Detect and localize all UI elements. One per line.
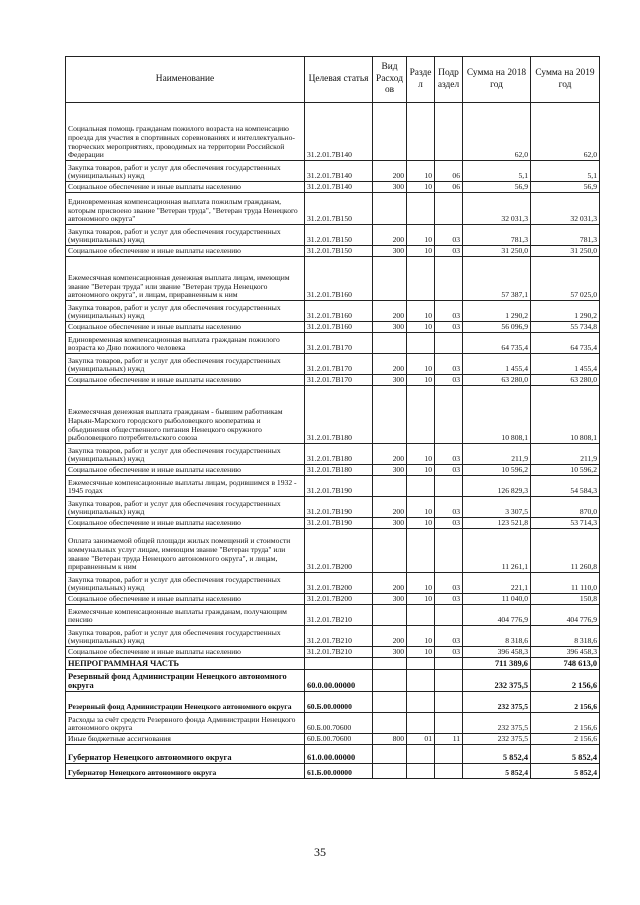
row-sum-2019: 748 613,0 xyxy=(531,658,600,670)
row-name: Закупка товаров, работ и услуг для обеспечения государственных (муниципальных) нужд xyxy=(66,497,305,518)
row-expense-type: 800 xyxy=(373,734,407,745)
row-sum-2018: 711 389,6 xyxy=(463,658,531,670)
row-subsection xyxy=(435,658,463,670)
row-name: Социальное обеспечение и иные выплаты населению xyxy=(66,594,305,605)
row-subsection: 03 xyxy=(435,322,463,333)
row-name: Закупка товаров, работ и услуг для обеспечения государственных (муниципальных) нужд xyxy=(66,354,305,375)
header-sum-2019: Сумма на 2019 год xyxy=(531,57,600,103)
row-name: Иные бюджетные ассигнования xyxy=(66,734,305,745)
row-expense-type: 200 xyxy=(373,573,407,594)
row-sum-2019: 8 318,6 xyxy=(531,626,600,647)
row-section: 10 xyxy=(407,354,435,375)
table-row xyxy=(66,658,600,670)
row-name: Единовременная компенсационная выплата гражданам пожилого возраста ко Дню пожилого человека xyxy=(66,333,305,354)
row-subsection xyxy=(435,333,463,354)
table-row xyxy=(66,518,600,529)
row-expense-type xyxy=(373,257,407,301)
table-header-row xyxy=(66,57,600,103)
row-expense-type xyxy=(373,692,407,713)
row-sum-2019: 404 776,9 xyxy=(531,605,600,626)
row-name: Оплата занимаемой общей площади жилых помещений и стоимости коммунальных услуг лицам, имеющим звание "Ветеран труда" или звание "Ветеран труда Ненецкого автономного округа", и лицам, приравненным к ним xyxy=(66,529,305,573)
row-sum-2019: 150,8 xyxy=(531,594,600,605)
row-sum-2018: 404 776,9 xyxy=(463,605,531,626)
row-sum-2019: 211,9 xyxy=(531,444,600,465)
row-subsection xyxy=(435,529,463,573)
row-subsection xyxy=(435,745,463,764)
row-sum-2018: 126 829,3 xyxy=(463,476,531,497)
row-sum-2018: 232 375,5 xyxy=(463,713,531,734)
row-section xyxy=(407,193,435,225)
row-sum-2018: 31 250,0 xyxy=(463,246,531,257)
row-target-article: 31.2.01.7В140 xyxy=(305,182,373,193)
row-target-article: 31.2.01.7В190 xyxy=(305,518,373,529)
row-section: 10 xyxy=(407,375,435,386)
row-sum-2018: 1 455,4 xyxy=(463,354,531,375)
row-sum-2019: 1 290,2 xyxy=(531,301,600,322)
row-section xyxy=(407,692,435,713)
row-name: Ежемесячная компенсационная денежная выплата лицам, имеющим звание "Ветеран труда" или звание "Ветеран труда Ненецкого автономного округа", и лицам, приравненным к ним xyxy=(66,257,305,301)
row-sum-2019: 56,9 xyxy=(531,182,600,193)
row-name: Резервный фонд Администрации Ненецкого автономного округа xyxy=(66,670,305,692)
row-sum-2018: 57 387,1 xyxy=(463,257,531,301)
row-subsection: 03 xyxy=(435,573,463,594)
row-sum-2018: 781,3 xyxy=(463,225,531,246)
row-sum-2018: 232 375,5 xyxy=(463,692,531,713)
row-name: Губернатор Ненецкого автономного округа xyxy=(66,764,305,779)
row-subsection: 03 xyxy=(435,647,463,658)
row-target-article: 31.2.01.7В200 xyxy=(305,594,373,605)
row-section xyxy=(407,670,435,692)
table-body xyxy=(66,103,600,779)
row-section xyxy=(407,658,435,670)
budget-table xyxy=(65,56,600,779)
row-target-article: 31.2.01.7В150 xyxy=(305,246,373,257)
row-sum-2019: 5,1 xyxy=(531,161,600,182)
row-target-article: 31.2.01.7В200 xyxy=(305,573,373,594)
row-sum-2019: 11 260,8 xyxy=(531,529,600,573)
row-expense-type: 200 xyxy=(373,444,407,465)
row-name: Ежемесячная денежная выплата гражданам - бывшим работникам Нарьян-Марского городского рыболовецкого кооператива и объединения общественного питания Ненецкого окружного рыболовецкого потребительского союза xyxy=(66,386,305,444)
row-name: Закупка товаров, работ и услуг для обеспечения государственных (муниципальных) нужд xyxy=(66,301,305,322)
row-name: Социальное обеспечение и иные выплаты населению xyxy=(66,182,305,193)
row-section: 01 xyxy=(407,734,435,745)
row-target-article: 31.2.01.7В170 xyxy=(305,333,373,354)
row-sum-2018: 221,1 xyxy=(463,573,531,594)
row-name: Социальное обеспечение и иные выплаты населению xyxy=(66,246,305,257)
row-subsection xyxy=(435,103,463,161)
row-sum-2018: 10 808,1 xyxy=(463,386,531,444)
row-subsection: 03 xyxy=(435,301,463,322)
row-subsection xyxy=(435,386,463,444)
row-sum-2019: 10 596,2 xyxy=(531,465,600,476)
row-target-article: 31.2.01.7В190 xyxy=(305,497,373,518)
row-expense-type xyxy=(373,476,407,497)
row-sum-2018: 10 596,2 xyxy=(463,465,531,476)
row-subsection: 03 xyxy=(435,594,463,605)
row-sum-2019: 11 110,0 xyxy=(531,573,600,594)
row-section: 10 xyxy=(407,594,435,605)
row-sum-2019: 54 584,3 xyxy=(531,476,600,497)
row-expense-type: 300 xyxy=(373,182,407,193)
row-subsection: 06 xyxy=(435,161,463,182)
row-section xyxy=(407,386,435,444)
row-subsection xyxy=(435,692,463,713)
row-name: Социальное обеспечение и иные выплаты населению xyxy=(66,518,305,529)
row-section: 10 xyxy=(407,322,435,333)
row-name: Резервный фонд Администрации Ненецкого автономного округа xyxy=(66,692,305,713)
table-row xyxy=(66,301,600,322)
table-row xyxy=(66,103,600,161)
row-name: Социальное обеспечение и иные выплаты населению xyxy=(66,465,305,476)
row-name: Закупка товаров, работ и услуг для обеспечения государственных (муниципальных) нужд xyxy=(66,573,305,594)
table-row xyxy=(66,354,600,375)
row-sum-2018: 1 290,2 xyxy=(463,301,531,322)
row-name: Закупка товаров, работ и услуг для обеспечения государственных (муниципальных) нужд xyxy=(66,626,305,647)
row-section: 10 xyxy=(407,647,435,658)
table-row xyxy=(66,670,600,692)
row-subsection: 06 xyxy=(435,182,463,193)
row-expense-type: 200 xyxy=(373,497,407,518)
row-target-article: 31.2.01.7В140 xyxy=(305,161,373,182)
row-subsection: 11 xyxy=(435,734,463,745)
table-row xyxy=(66,465,600,476)
row-sum-2018: 5 852,4 xyxy=(463,764,531,779)
row-target-article: 31.2.01.7В180 xyxy=(305,444,373,465)
table-row xyxy=(66,386,600,444)
table-row xyxy=(66,257,600,301)
table-row xyxy=(66,605,600,626)
row-subsection xyxy=(435,257,463,301)
row-name: Ежемесячные компенсационные выплаты лицам, родившимся в 1932 - 1945 годах xyxy=(66,476,305,497)
row-sum-2019: 32 031,3 xyxy=(531,193,600,225)
table-row xyxy=(66,246,600,257)
row-sum-2018: 56 096,9 xyxy=(463,322,531,333)
row-sum-2018: 11 040,0 xyxy=(463,594,531,605)
row-name: Губернатор Ненецкого автономного округа xyxy=(66,745,305,764)
row-expense-type xyxy=(373,333,407,354)
row-target-article: 31.2.01.7В200 xyxy=(305,529,373,573)
row-expense-type xyxy=(373,670,407,692)
row-expense-type xyxy=(373,658,407,670)
row-target-article: 31.2.01.7В180 xyxy=(305,465,373,476)
row-target-article: 31.2.01.7В150 xyxy=(305,193,373,225)
row-sum-2019: 10 808,1 xyxy=(531,386,600,444)
row-section: 10 xyxy=(407,301,435,322)
header-expense-type: Вид Расход ов xyxy=(373,57,407,103)
row-expense-type xyxy=(373,764,407,779)
row-target-article: 31.2.01.7В170 xyxy=(305,375,373,386)
row-target-article: 31.2.01.7В160 xyxy=(305,301,373,322)
row-sum-2018: 232 375,5 xyxy=(463,734,531,745)
row-subsection: 03 xyxy=(435,354,463,375)
row-expense-type xyxy=(373,103,407,161)
row-sum-2019: 57 025,0 xyxy=(531,257,600,301)
row-section: 10 xyxy=(407,225,435,246)
row-sum-2018: 11 261,1 xyxy=(463,529,531,573)
row-expense-type xyxy=(373,713,407,734)
row-sum-2019: 396 458,3 xyxy=(531,647,600,658)
row-name: Закупка товаров, работ и услуг для обеспечения государственных (муниципальных) нужд xyxy=(66,161,305,182)
table-row xyxy=(66,182,600,193)
row-sum-2018: 396 458,3 xyxy=(463,647,531,658)
table-row xyxy=(66,745,600,764)
row-sum-2018: 62,0 xyxy=(463,103,531,161)
row-subsection: 03 xyxy=(435,626,463,647)
row-expense-type: 300 xyxy=(373,322,407,333)
table-row xyxy=(66,529,600,573)
row-target-article: 31.2.01.7В210 xyxy=(305,647,373,658)
row-expense-type: 200 xyxy=(373,626,407,647)
row-name: Социальная помощь гражданам пожилого возраста на компенсацию проезда для участия в спортивных соревнованиях и интеллектуально-творческих мероприятиях, проводимых на территории Российской Федерации xyxy=(66,103,305,161)
row-sum-2018: 123 521,8 xyxy=(463,518,531,529)
row-target-article: 31.2.01.7В210 xyxy=(305,626,373,647)
table-row xyxy=(66,333,600,354)
row-section: 10 xyxy=(407,518,435,529)
row-sum-2019: 870,0 xyxy=(531,497,600,518)
row-subsection: 03 xyxy=(435,225,463,246)
header-sum-2018: Сумма на 2018 год xyxy=(463,57,531,103)
row-target-article: 60.Б.00.00000 xyxy=(305,692,373,713)
row-expense-type: 200 xyxy=(373,161,407,182)
row-section xyxy=(407,257,435,301)
row-sum-2019: 2 156,6 xyxy=(531,713,600,734)
row-sum-2019: 55 734,8 xyxy=(531,322,600,333)
row-expense-type: 200 xyxy=(373,225,407,246)
row-section xyxy=(407,103,435,161)
row-name: Социальное обеспечение и иные выплаты населению xyxy=(66,647,305,658)
row-name: Социальное обеспечение и иные выплаты населению xyxy=(66,322,305,333)
row-name: Закупка товаров, работ и услуг для обеспечения государственных (муниципальных) нужд xyxy=(66,225,305,246)
table-row xyxy=(66,161,600,182)
row-target-article: 31.2.01.7В190 xyxy=(305,476,373,497)
table-row xyxy=(66,713,600,734)
row-section xyxy=(407,333,435,354)
row-sum-2019: 2 156,6 xyxy=(531,734,600,745)
table-row xyxy=(66,594,600,605)
row-subsection xyxy=(435,476,463,497)
row-sum-2018: 64 735,4 xyxy=(463,333,531,354)
row-target-article: 60.0.00.00000 xyxy=(305,670,373,692)
table-row xyxy=(66,692,600,713)
row-sum-2019: 1 455,4 xyxy=(531,354,600,375)
row-target-article: 60.Б.00.70600 xyxy=(305,713,373,734)
row-expense-type xyxy=(373,193,407,225)
row-subsection: 03 xyxy=(435,246,463,257)
row-section xyxy=(407,605,435,626)
table-row xyxy=(66,764,600,779)
row-expense-type: 200 xyxy=(373,354,407,375)
table-row xyxy=(66,734,600,745)
row-subsection xyxy=(435,713,463,734)
row-target-article: 31.2.01.7В140 xyxy=(305,103,373,161)
row-target-article: 31.2.01.7В180 xyxy=(305,386,373,444)
row-section xyxy=(407,745,435,764)
row-subsection: 03 xyxy=(435,518,463,529)
page-number: 35 xyxy=(314,845,326,859)
row-expense-type: 300 xyxy=(373,594,407,605)
row-section xyxy=(407,764,435,779)
row-subsection: 03 xyxy=(435,375,463,386)
row-sum-2019: 781,3 xyxy=(531,225,600,246)
row-section xyxy=(407,529,435,573)
row-sum-2018: 5 852,4 xyxy=(463,745,531,764)
row-sum-2018: 5,1 xyxy=(463,161,531,182)
row-sum-2019: 63 280,0 xyxy=(531,375,600,386)
row-sum-2019: 5 852,4 xyxy=(531,764,600,779)
header-target-article: Целевая статья xyxy=(305,57,373,103)
row-sum-2019: 31 250,0 xyxy=(531,246,600,257)
row-section: 10 xyxy=(407,465,435,476)
row-section: 10 xyxy=(407,246,435,257)
table-row xyxy=(66,193,600,225)
row-target-article: 31.2.01.7В170 xyxy=(305,354,373,375)
row-sum-2018: 232 375,5 xyxy=(463,670,531,692)
row-sum-2018: 211,9 xyxy=(463,444,531,465)
row-target-article xyxy=(305,658,373,670)
row-sum-2019: 62,0 xyxy=(531,103,600,161)
table-row xyxy=(66,647,600,658)
row-subsection xyxy=(435,764,463,779)
row-target-article: 31.2.01.7В150 xyxy=(305,225,373,246)
table-row xyxy=(66,444,600,465)
row-expense-type xyxy=(373,386,407,444)
row-expense-type: 300 xyxy=(373,465,407,476)
table-row xyxy=(66,322,600,333)
row-target-article: 61.Б.00.00000 xyxy=(305,764,373,779)
row-section: 10 xyxy=(407,182,435,193)
row-name: Единовременная компенсационная выплата пожилым гражданам, которым присвоено звание "Ветеран труда", "Ветеран труда Ненецкого автономного округа" xyxy=(66,193,305,225)
row-name: Ежемесячные компенсационные выплаты гражданам, получающим пенсию xyxy=(66,605,305,626)
row-expense-type: 300 xyxy=(373,246,407,257)
row-subsection: 03 xyxy=(435,444,463,465)
row-expense-type: 300 xyxy=(373,518,407,529)
row-sum-2018: 8 318,6 xyxy=(463,626,531,647)
row-name: НЕПРОГРАММНАЯ ЧАСТЬ xyxy=(66,658,305,670)
row-section: 10 xyxy=(407,161,435,182)
row-name: Расходы за счёт средств Резервного фонда Администрации Ненецкого автономного округа xyxy=(66,713,305,734)
row-section: 10 xyxy=(407,573,435,594)
row-expense-type: 200 xyxy=(373,301,407,322)
row-section: 10 xyxy=(407,497,435,518)
row-sum-2019: 64 735,4 xyxy=(531,333,600,354)
row-target-article: 31.2.01.7В160 xyxy=(305,322,373,333)
row-subsection: 03 xyxy=(435,497,463,518)
table-row xyxy=(66,626,600,647)
row-sum-2019: 53 714,3 xyxy=(531,518,600,529)
row-target-article: 31.2.01.7В210 xyxy=(305,605,373,626)
row-expense-type xyxy=(373,605,407,626)
header-subsection: Подр аздел xyxy=(435,57,463,103)
row-section xyxy=(407,713,435,734)
row-sum-2018: 56,9 xyxy=(463,182,531,193)
row-section: 10 xyxy=(407,626,435,647)
row-section: 10 xyxy=(407,444,435,465)
table-row xyxy=(66,573,600,594)
row-section xyxy=(407,476,435,497)
row-name: Социальное обеспечение и иные выплаты населению xyxy=(66,375,305,386)
row-sum-2019: 5 852,4 xyxy=(531,745,600,764)
row-target-article: 61.0.00.00000 xyxy=(305,745,373,764)
row-sum-2018: 3 307,5 xyxy=(463,497,531,518)
row-sum-2019: 2 156,6 xyxy=(531,670,600,692)
row-name: Закупка товаров, работ и услуг для обеспечения государственных (муниципальных) нужд xyxy=(66,444,305,465)
row-subsection xyxy=(435,670,463,692)
row-subsection: 03 xyxy=(435,465,463,476)
row-expense-type: 300 xyxy=(373,647,407,658)
row-target-article: 60.Б.00.70600 xyxy=(305,734,373,745)
row-subsection xyxy=(435,193,463,225)
row-expense-type xyxy=(373,529,407,573)
row-subsection xyxy=(435,605,463,626)
row-target-article: 31.2.01.7В160 xyxy=(305,257,373,301)
table-row xyxy=(66,476,600,497)
row-sum-2018: 63 280,0 xyxy=(463,375,531,386)
header-section: Разде л xyxy=(407,57,435,103)
table-row xyxy=(66,375,600,386)
row-sum-2018: 32 031,3 xyxy=(463,193,531,225)
table-row xyxy=(66,225,600,246)
row-sum-2019: 2 156,6 xyxy=(531,692,600,713)
header-name: Наименование xyxy=(66,57,305,103)
row-expense-type xyxy=(373,745,407,764)
table-row xyxy=(66,497,600,518)
row-expense-type: 300 xyxy=(373,375,407,386)
